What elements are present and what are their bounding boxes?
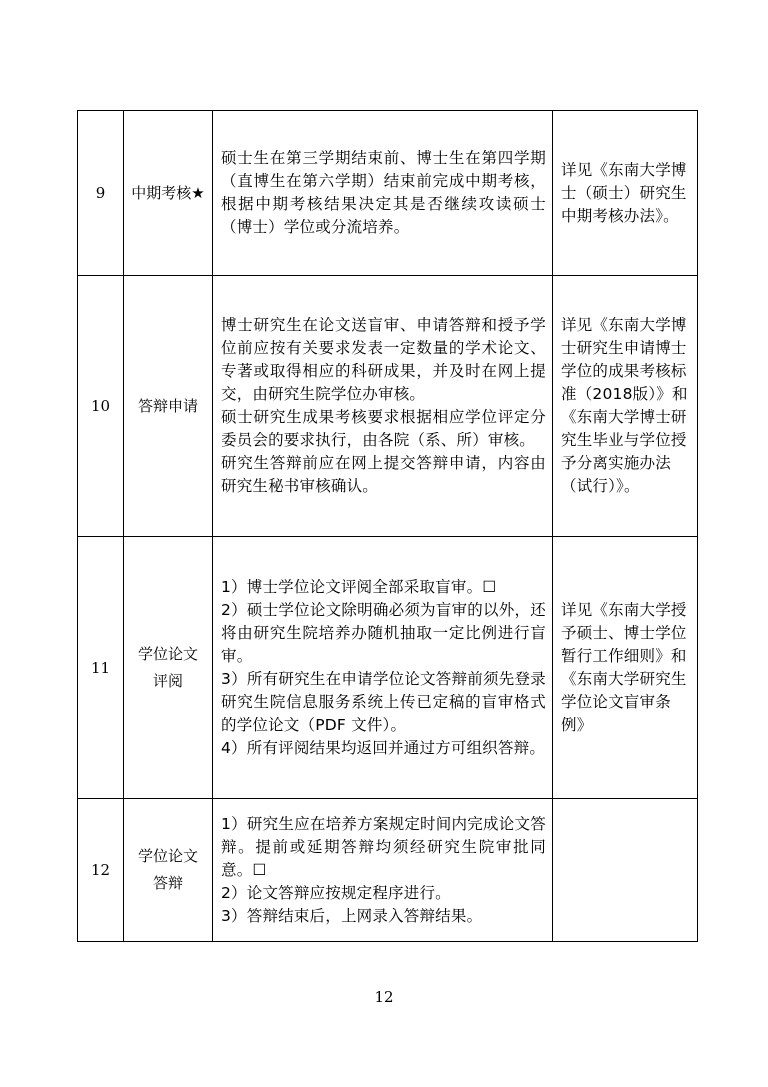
row-requirements bbox=[213, 537, 553, 799]
requirement-text: 硕士研究生成果考核要求根据相应学位评定分委员会的要求执行，由各院（系、所）审核。 bbox=[221, 408, 546, 449]
requirement-text: 3）所有研究生在申请学位论文答辩前须先登录研究生院信息服务系统上传已定稿的盲审格式的学位论文（PDF 文件）。 bbox=[221, 669, 546, 734]
row-reference: 详见《东南大学博士（硕士）研究生中期考核办法》。 bbox=[553, 111, 698, 276]
table-row bbox=[78, 276, 698, 537]
requirement-text: 硕士生在第三学期结束前、博士生在第四学期（直博生在第六学期）结束前完成中期考核，根据中期考核结果决定其是否继续攻读硕士（博士）学位或分流培养。 bbox=[221, 149, 546, 236]
table-row bbox=[78, 111, 698, 276]
requirement-text: 研究生答辩前应在网上提交答辩申请，内容由研究生秘书审核确认。 bbox=[221, 454, 546, 495]
requirement-text: 3）答辩结束后，上网录入答辩结果。 bbox=[221, 906, 483, 925]
table-row bbox=[78, 799, 698, 942]
page-number: 12 bbox=[374, 988, 394, 1006]
row-item-line: 评阅 bbox=[152, 671, 183, 690]
row-reference bbox=[553, 799, 698, 942]
requirement-text: 博士研究生在论文送盲审、申请答辩和授予学位前应按有关要求发表一定数量的学术论文、专著或取得相应的科研成果，并及时在网上提交，由研究生院学位办审核。 bbox=[221, 316, 546, 403]
row-item: 中期考核★ bbox=[124, 111, 213, 276]
row-number: 11 bbox=[78, 537, 124, 799]
requirement-text: 4）所有评阅结果均返回并通过方可组织答辩。 bbox=[221, 738, 546, 757]
regulations-table bbox=[77, 110, 698, 942]
row-item bbox=[124, 799, 213, 942]
table-row bbox=[78, 537, 698, 799]
requirement-text: 1）研究生应在培养方案规定时间内完成论文答辩。提前或延期答辩均须经研究生院审批同意。☐ bbox=[221, 814, 546, 879]
row-requirements bbox=[213, 111, 553, 276]
row-item: 答辩申请 bbox=[124, 276, 213, 537]
row-item-line: 答辩 bbox=[152, 874, 183, 892]
row-reference: 详见《东南大学授予硕士、博士学位暂行工作细则》和《东南大学研究生学位论文盲审条例》 bbox=[553, 537, 698, 799]
row-requirements bbox=[213, 799, 553, 942]
row-number: 10 bbox=[78, 276, 124, 537]
row-number: 9 bbox=[78, 111, 124, 276]
row-reference: 详见《东南大学博士研究生申请博士学位的成果考核标准（2018版）》和《东南大学博士研究生毕业与学位授予分离实施办法（试行）》。 bbox=[553, 276, 698, 537]
row-item-line: 学位论文 bbox=[137, 644, 198, 663]
requirement-text: 2）论文答辩应按规定程序进行。 bbox=[221, 883, 451, 902]
requirement-text: 1）博士学位论文评阅全部采取盲审。☐ bbox=[221, 577, 497, 596]
row-number: 12 bbox=[78, 799, 124, 942]
row-item bbox=[124, 537, 213, 799]
row-item-line: 学位论文 bbox=[137, 847, 198, 865]
row-requirements bbox=[213, 276, 553, 537]
requirement-text: 2）硕士学位论文除明确必须为盲审的以外，还将由研究生院培养办随机抽取一定比例进行盲审。 bbox=[221, 600, 546, 665]
